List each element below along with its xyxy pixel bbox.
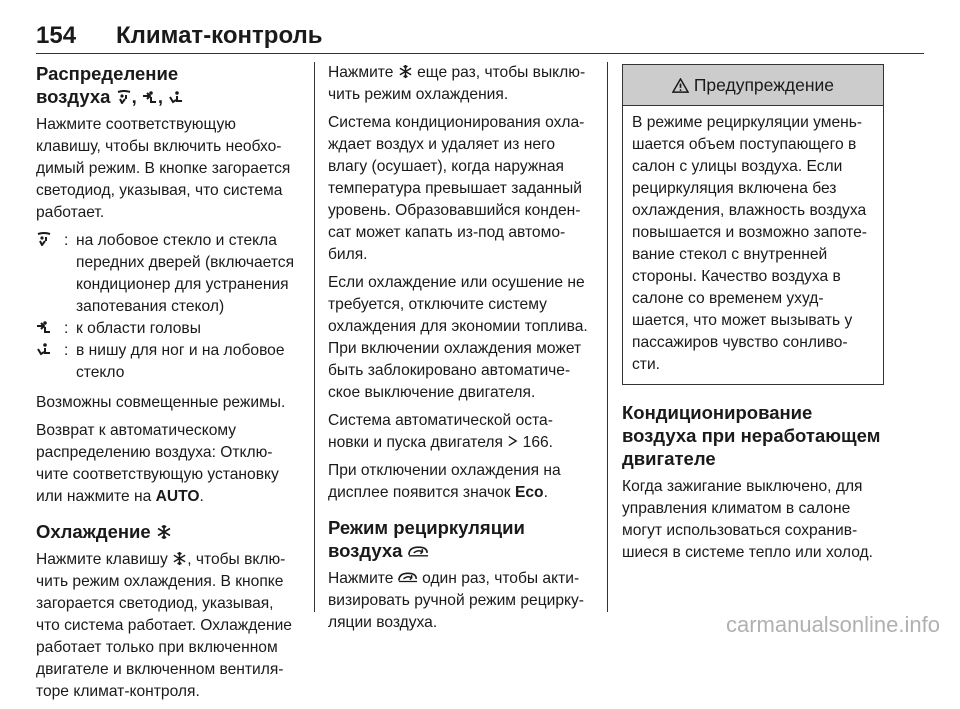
warning-triangle-icon bbox=[672, 78, 689, 93]
heading-line-1: Распределение bbox=[36, 63, 179, 84]
paragraph: Если охлаждение или осушение не требуется, отключите систему охлаждения для экономии топлива. При включении охлаждения может быть заблокировано автоматиче-ское выключение двигателя. bbox=[328, 274, 588, 401]
page-header bbox=[36, 20, 924, 54]
paragraph bbox=[328, 62, 593, 106]
recirculation-icon bbox=[408, 544, 429, 558]
section-air-distribution-heading bbox=[36, 62, 300, 108]
header-rule bbox=[36, 53, 924, 54]
warning-title: Предупреждение bbox=[693, 75, 835, 95]
definition-text: к области головы bbox=[76, 320, 201, 337]
paragraph bbox=[36, 420, 300, 508]
warning-box bbox=[622, 64, 884, 385]
separator: , bbox=[157, 86, 164, 107]
definition-text: в нишу для ног и на лобовое стекло bbox=[76, 342, 285, 381]
auto-label: AUTO bbox=[155, 488, 200, 505]
text: , чтобы вклю-чить режим охлаждения. В кнопке загорается светодиод, указывая, что система работает. Охлаждение работает только при включенном двигателе и включенном вентиля-торе климат-контроля. bbox=[36, 551, 292, 700]
page-reference[interactable]: 166. bbox=[522, 434, 553, 451]
paragraph bbox=[328, 410, 593, 454]
column-divider-1 bbox=[314, 62, 315, 612]
paragraph: Нажмите соответствующую клавишу, чтобы включить необхо-димый режим. В кнопке загорается светодиод, указывая, что система работает. bbox=[36, 116, 291, 221]
paragraph bbox=[36, 549, 300, 703]
watermark: carmanualsonline.info bbox=[725, 612, 940, 637]
colon: : bbox=[64, 342, 69, 359]
snowflake-icon bbox=[398, 64, 413, 79]
footwell-vent-icon bbox=[168, 90, 184, 104]
text: Нажмите bbox=[328, 64, 394, 81]
section-ac-engine-off-heading: Кондиционирование воздуха при неработающем двигателе bbox=[622, 402, 881, 469]
text: еще раз, чтобы выклю-чить режим охлаждения. bbox=[328, 64, 586, 103]
colon: : bbox=[64, 320, 69, 337]
paragraph: Система кондиционирования охла-ждает воздух и удаляет из него влагу (осушает), когда наружная температура превышает заданный уровень. Образовавшийся конден-сат может капать из-под автомо-биля. bbox=[328, 114, 585, 263]
separator: , bbox=[131, 86, 137, 107]
text: Нажмите клавишу bbox=[36, 551, 168, 568]
definition-head bbox=[36, 318, 300, 340]
text: Возврат к автоматическому распределению воздуха: Отклю-чите соответствующую установку или нажмите на bbox=[36, 422, 279, 505]
column-divider-2 bbox=[607, 62, 608, 612]
column-3 bbox=[622, 62, 884, 570]
definition-text: на лобовое стекло и стекла передних дверей (включается кондиционер для устранения запотевания стекол) bbox=[76, 232, 295, 315]
text: Нажмите bbox=[328, 570, 394, 587]
paragraph: Возможны совмещенные режимы. bbox=[36, 394, 286, 411]
column-2 bbox=[328, 62, 593, 640]
arrow-ref-icon bbox=[507, 434, 518, 448]
paragraph: Когда зажигание выключено, для управления климатом в салоне могут использоваться сохранив-шиеся в системе тепло или холод. bbox=[622, 478, 873, 561]
windscreen-vent-icon bbox=[36, 232, 52, 246]
face-vent-icon bbox=[142, 90, 158, 104]
column-1 bbox=[36, 62, 300, 709]
section-cooling-heading bbox=[36, 520, 300, 543]
recirculation-icon bbox=[398, 570, 418, 584]
windscreen-vent-icon bbox=[116, 90, 132, 104]
period: . bbox=[199, 488, 204, 505]
definition-windscreen bbox=[36, 230, 300, 318]
footwell-vent-icon bbox=[36, 342, 52, 356]
snowflake-icon bbox=[172, 551, 187, 566]
section-recirculation-heading bbox=[328, 516, 593, 562]
period: . bbox=[543, 484, 548, 501]
text: Система автоматической оста-новки и пуска двигателя bbox=[328, 412, 553, 451]
heading-line-1: Режим рециркуляции bbox=[328, 517, 525, 538]
paragraph bbox=[328, 568, 593, 634]
warning-body: В режиме рециркуляции умень-шается объем поступающего в салон с улицы воздуха. Если рециркуляция включена без охлаждения, влажность воздуха повышается и возможно запоте-вание стекол с внутренней стороны. Качество воздуха в салоне со временем ухуд-шается, что может вызывать у пассажиров чувство сонливо-сти. bbox=[632, 114, 867, 373]
colon: : bbox=[64, 232, 69, 249]
chapter-title: Климат-контроль bbox=[116, 22, 323, 49]
text: При отключении охлаждения на дисплее появится значок bbox=[328, 462, 561, 501]
heading-text: Охлаждение bbox=[36, 521, 151, 542]
warning-header bbox=[623, 65, 883, 106]
heading-line-2: воздуха bbox=[36, 86, 111, 107]
paragraph bbox=[328, 460, 593, 504]
snowflake-icon bbox=[156, 524, 172, 540]
text: один раз, чтобы акти-визировать ручной режим рецирку-ляции воздуха. bbox=[328, 570, 584, 631]
eco-label: Eco bbox=[514, 484, 544, 501]
page-number: 154 bbox=[36, 22, 77, 49]
face-vent-icon bbox=[36, 320, 52, 334]
heading-line-2: воздуха bbox=[328, 540, 403, 561]
definition-footwell bbox=[36, 340, 300, 384]
